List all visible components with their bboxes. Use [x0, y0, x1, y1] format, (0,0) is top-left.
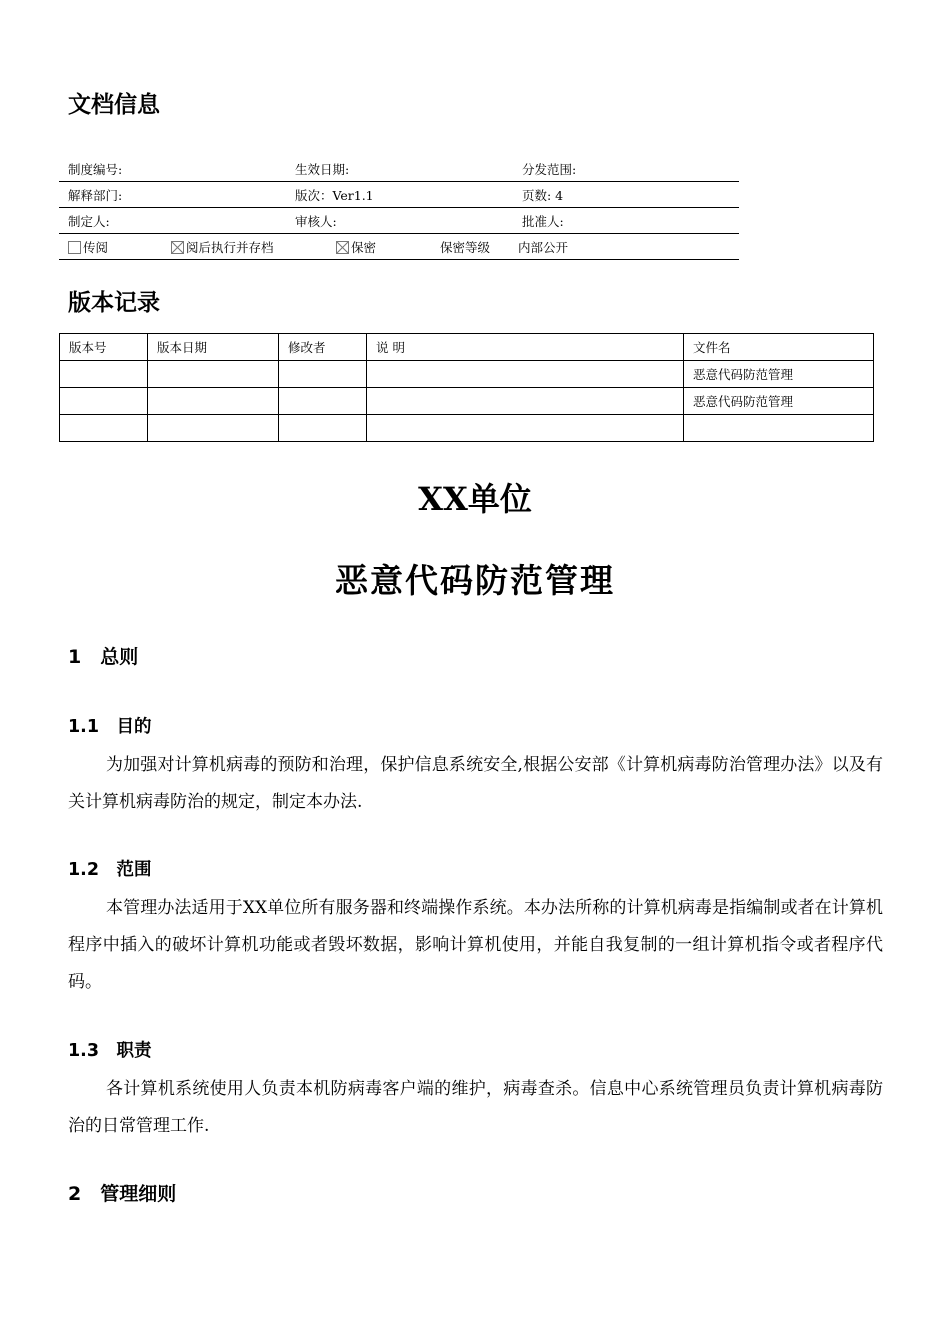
checkbox-item[interactable]: [336, 238, 440, 256]
checkbox-row: [59, 234, 739, 260]
table-row: [59, 208, 739, 234]
secrecy-label: 保密等级: [440, 239, 491, 255]
section-heading: 2 管理细则: [68, 1183, 177, 1205]
table-cell: [148, 361, 279, 388]
table-cell: [367, 415, 684, 442]
subsection-heading: 1.1 目的: [68, 717, 152, 737]
doc-info-heading: 文档信息: [68, 92, 160, 118]
table-row: [59, 156, 739, 182]
section-heading: 1 总则: [68, 646, 139, 668]
table-cell: [148, 415, 279, 442]
table-row: [59, 234, 739, 260]
table-cell: [367, 388, 684, 415]
table-cell: [279, 415, 367, 442]
secrecy-value: 内部公开: [518, 239, 569, 255]
subsection-heading: 1.2 范围: [68, 860, 152, 880]
table-cell: [60, 361, 148, 388]
checkbox-checked-icon[interactable]: [171, 241, 184, 254]
info-cell: 审核人:: [286, 208, 513, 234]
info-cell: 制度编号:: [59, 156, 286, 182]
table-cell: [279, 388, 367, 415]
table-cell: [367, 361, 684, 388]
checkbox-item[interactable]: [68, 238, 171, 256]
info-cell: 版次：Ver1.1: [286, 182, 513, 208]
table-row: [60, 388, 874, 415]
paragraph: 本管理办法适用于XX单位所有服务器和终端操作系统。本办法所称的计算机病毒是指编制或者在计算机程序中插入的破坏计算机功能或者毁坏数据，影响计算机使用，并能自我复制的一组计算机指令或者程序代码。: [68, 898, 883, 992]
table-row: [60, 361, 874, 388]
paragraph: 为加强对计算机病毒的预防和治理，保护信息系统安全,根据公安部《计算机病毒防治管理办法》以及有关计算机病毒防治的规定，制定本办法.: [68, 755, 883, 812]
checkbox-unchecked-icon[interactable]: [68, 241, 81, 254]
paragraph: 各计算机系统使用人负责本机防病毒客户端的维护，病毒查杀。信息中心系统管理员负责计算机病毒防治的日常管理工作.: [68, 1079, 883, 1136]
subsection-heading: 1.3 职责: [68, 1041, 152, 1061]
version-record-heading: 版本记录: [68, 290, 160, 316]
table-cell: [60, 415, 148, 442]
checkbox-item[interactable]: [171, 238, 336, 256]
checkbox-label: 传阅: [83, 239, 109, 255]
version-table: [59, 333, 874, 442]
org-title: XX单位: [418, 480, 532, 518]
table-header-row: [60, 334, 874, 361]
column-header: 版本日期: [148, 334, 279, 361]
table-cell: [684, 415, 874, 442]
info-cell: 制定人:: [59, 208, 286, 234]
info-cell: 解释部门:: [59, 182, 286, 208]
table-row: [60, 415, 874, 442]
info-cell: 生效日期:: [286, 156, 513, 182]
table-cell: [148, 388, 279, 415]
column-header: 说 明: [367, 334, 684, 361]
column-header: 版本号: [60, 334, 148, 361]
table-cell: 恶意代码防范管理: [684, 388, 874, 415]
checkbox-label: 保密: [351, 239, 377, 255]
info-cell: 页数: 4: [513, 182, 739, 208]
info-cell: 批准人:: [513, 208, 739, 234]
table-cell: [60, 388, 148, 415]
table-cell: 恶意代码防范管理: [684, 361, 874, 388]
checkbox-checked-icon[interactable]: [336, 241, 349, 254]
column-header: 文件名: [684, 334, 874, 361]
info-cell: 分发范围:: [513, 156, 739, 182]
checkbox-label: 阅后执行并存档: [186, 239, 274, 255]
table-row: [59, 182, 739, 208]
doc-info-table: [59, 156, 739, 260]
column-header: 修改者: [279, 334, 367, 361]
page-title: 恶意代码防范管理: [335, 561, 615, 600]
table-cell: [279, 361, 367, 388]
